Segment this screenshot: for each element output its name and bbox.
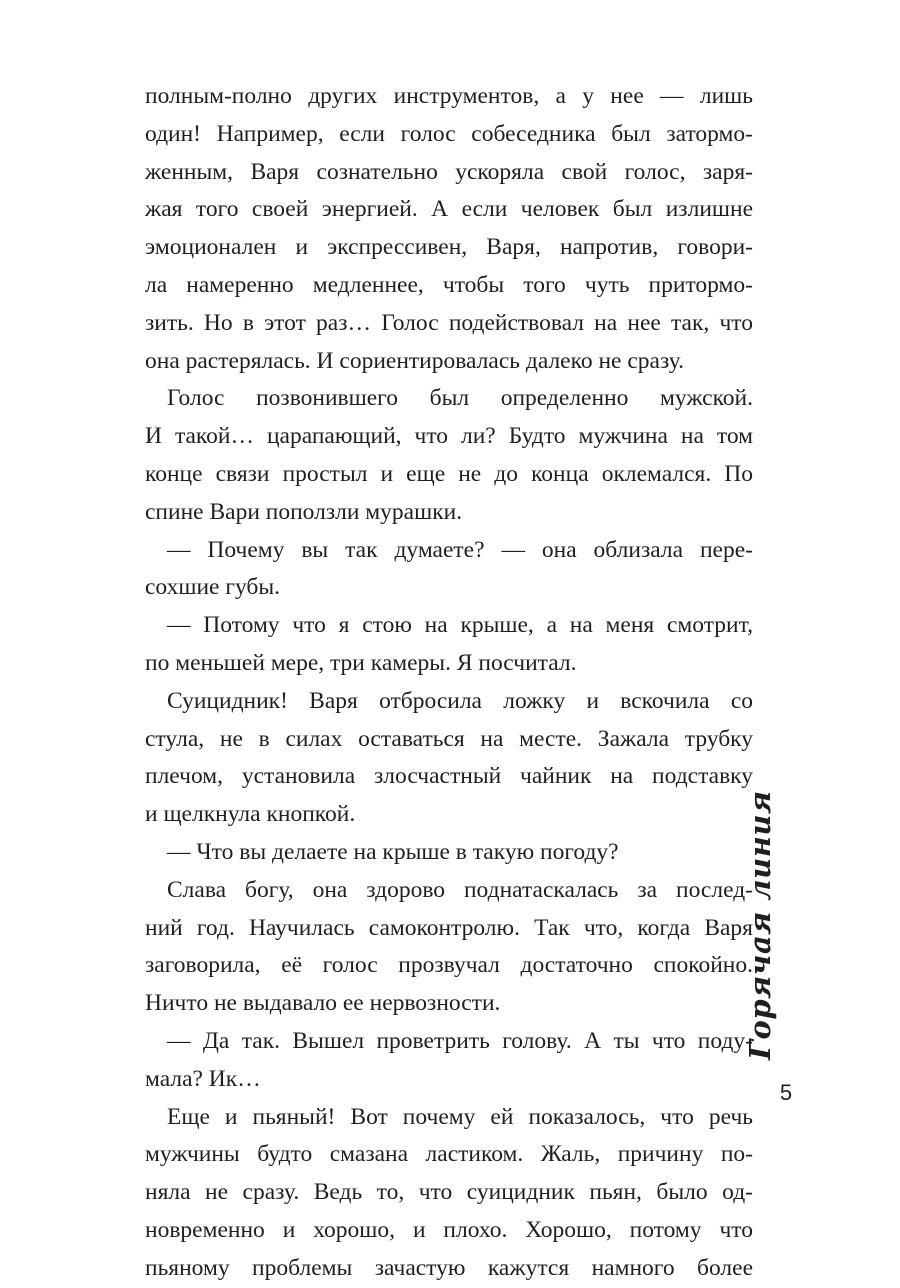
text-line: один! Например, если голос собеседника был затормо- bbox=[145, 120, 753, 147]
text-line: Слава богу, она здорово поднатаскалась за послед- bbox=[167, 876, 753, 903]
text-line: зить. Но в этот раз… Голос подействовал на нее так, что bbox=[145, 309, 753, 336]
text-line: Еще и пьяный! Вот почему ей показалось, что речь bbox=[167, 1103, 753, 1130]
text-line: Голос позвонившего был определенно мужской. bbox=[167, 385, 753, 412]
text-line: — Да так. Вышел проветрить голову. А ты что поду- bbox=[167, 1027, 753, 1054]
text-line: женным, Варя сознательно ускоряла свой голос, заря- bbox=[145, 158, 753, 185]
text-line: стула, не в силах оставаться на месте. Зажала трубку bbox=[145, 725, 753, 752]
text-line: мужчины будто смазана ластиком. Жаль, причину по- bbox=[145, 1141, 753, 1168]
text-line: по меньшей мере, три камеры. Я посчитал. bbox=[145, 649, 577, 676]
text-line: — Что вы делаете на крыше в такую погоду? bbox=[167, 838, 619, 865]
text-line: жая того своей энергией. А если человек был излишне bbox=[145, 196, 753, 223]
text-line: няла не сразу. Ведь то, что суицидник пьян, было од- bbox=[145, 1179, 753, 1206]
text-line: Суицидник! Варя отбросила ложку и вскочила со bbox=[167, 687, 753, 714]
text-line: ла намеренно медленнее, чтобы того чуть притормо- bbox=[145, 271, 753, 298]
text-line: — Потому что я стою на крыше, а на меня смотрит, bbox=[167, 612, 753, 639]
text-line: и щелкнула кнопкой. bbox=[145, 801, 356, 828]
text-line: эмоционален и экспрессивен, Варя, напротив, говори- bbox=[145, 234, 753, 261]
text-line: И такой… царапающий, что ли? Будто мужчина на том bbox=[145, 423, 753, 450]
text-line: новременно и хорошо, и плохо. Хорошо, потому что bbox=[145, 1216, 753, 1243]
text-line: Ничто не выдавало ее нервозности. bbox=[145, 990, 501, 1017]
text-line: сохшие губы. bbox=[145, 574, 281, 601]
page-body-text bbox=[145, 78, 753, 1288]
text-line: полным-полно других инструментов, а у нее — лишь bbox=[145, 83, 753, 109]
running-title: Горячая линия bbox=[743, 790, 777, 1060]
text-line: — Почему вы так думаете? — она облизала пере- bbox=[167, 536, 753, 563]
text-line: мала? Ик… bbox=[145, 1065, 261, 1092]
text-line: ний год. Научилась самоконтролю. Так что, когда Варя bbox=[145, 914, 753, 941]
text-line: она растерялась. И сориентировалась далеко не сразу. bbox=[145, 347, 685, 374]
text-line: плечом, установила злосчастный чайник на подставку bbox=[145, 763, 753, 790]
text-line: пьяному проблемы зачастую кажутся намного более bbox=[145, 1254, 753, 1281]
text-line: заговорила, её голос прозвучал достаточно спокойно. bbox=[145, 952, 753, 979]
text-line: конце связи простыл и еще не до конца оклемался. По bbox=[145, 460, 753, 487]
page-number: 5 bbox=[779, 1080, 793, 1105]
text-line: спине Вари поползли мурашки. bbox=[145, 498, 463, 525]
